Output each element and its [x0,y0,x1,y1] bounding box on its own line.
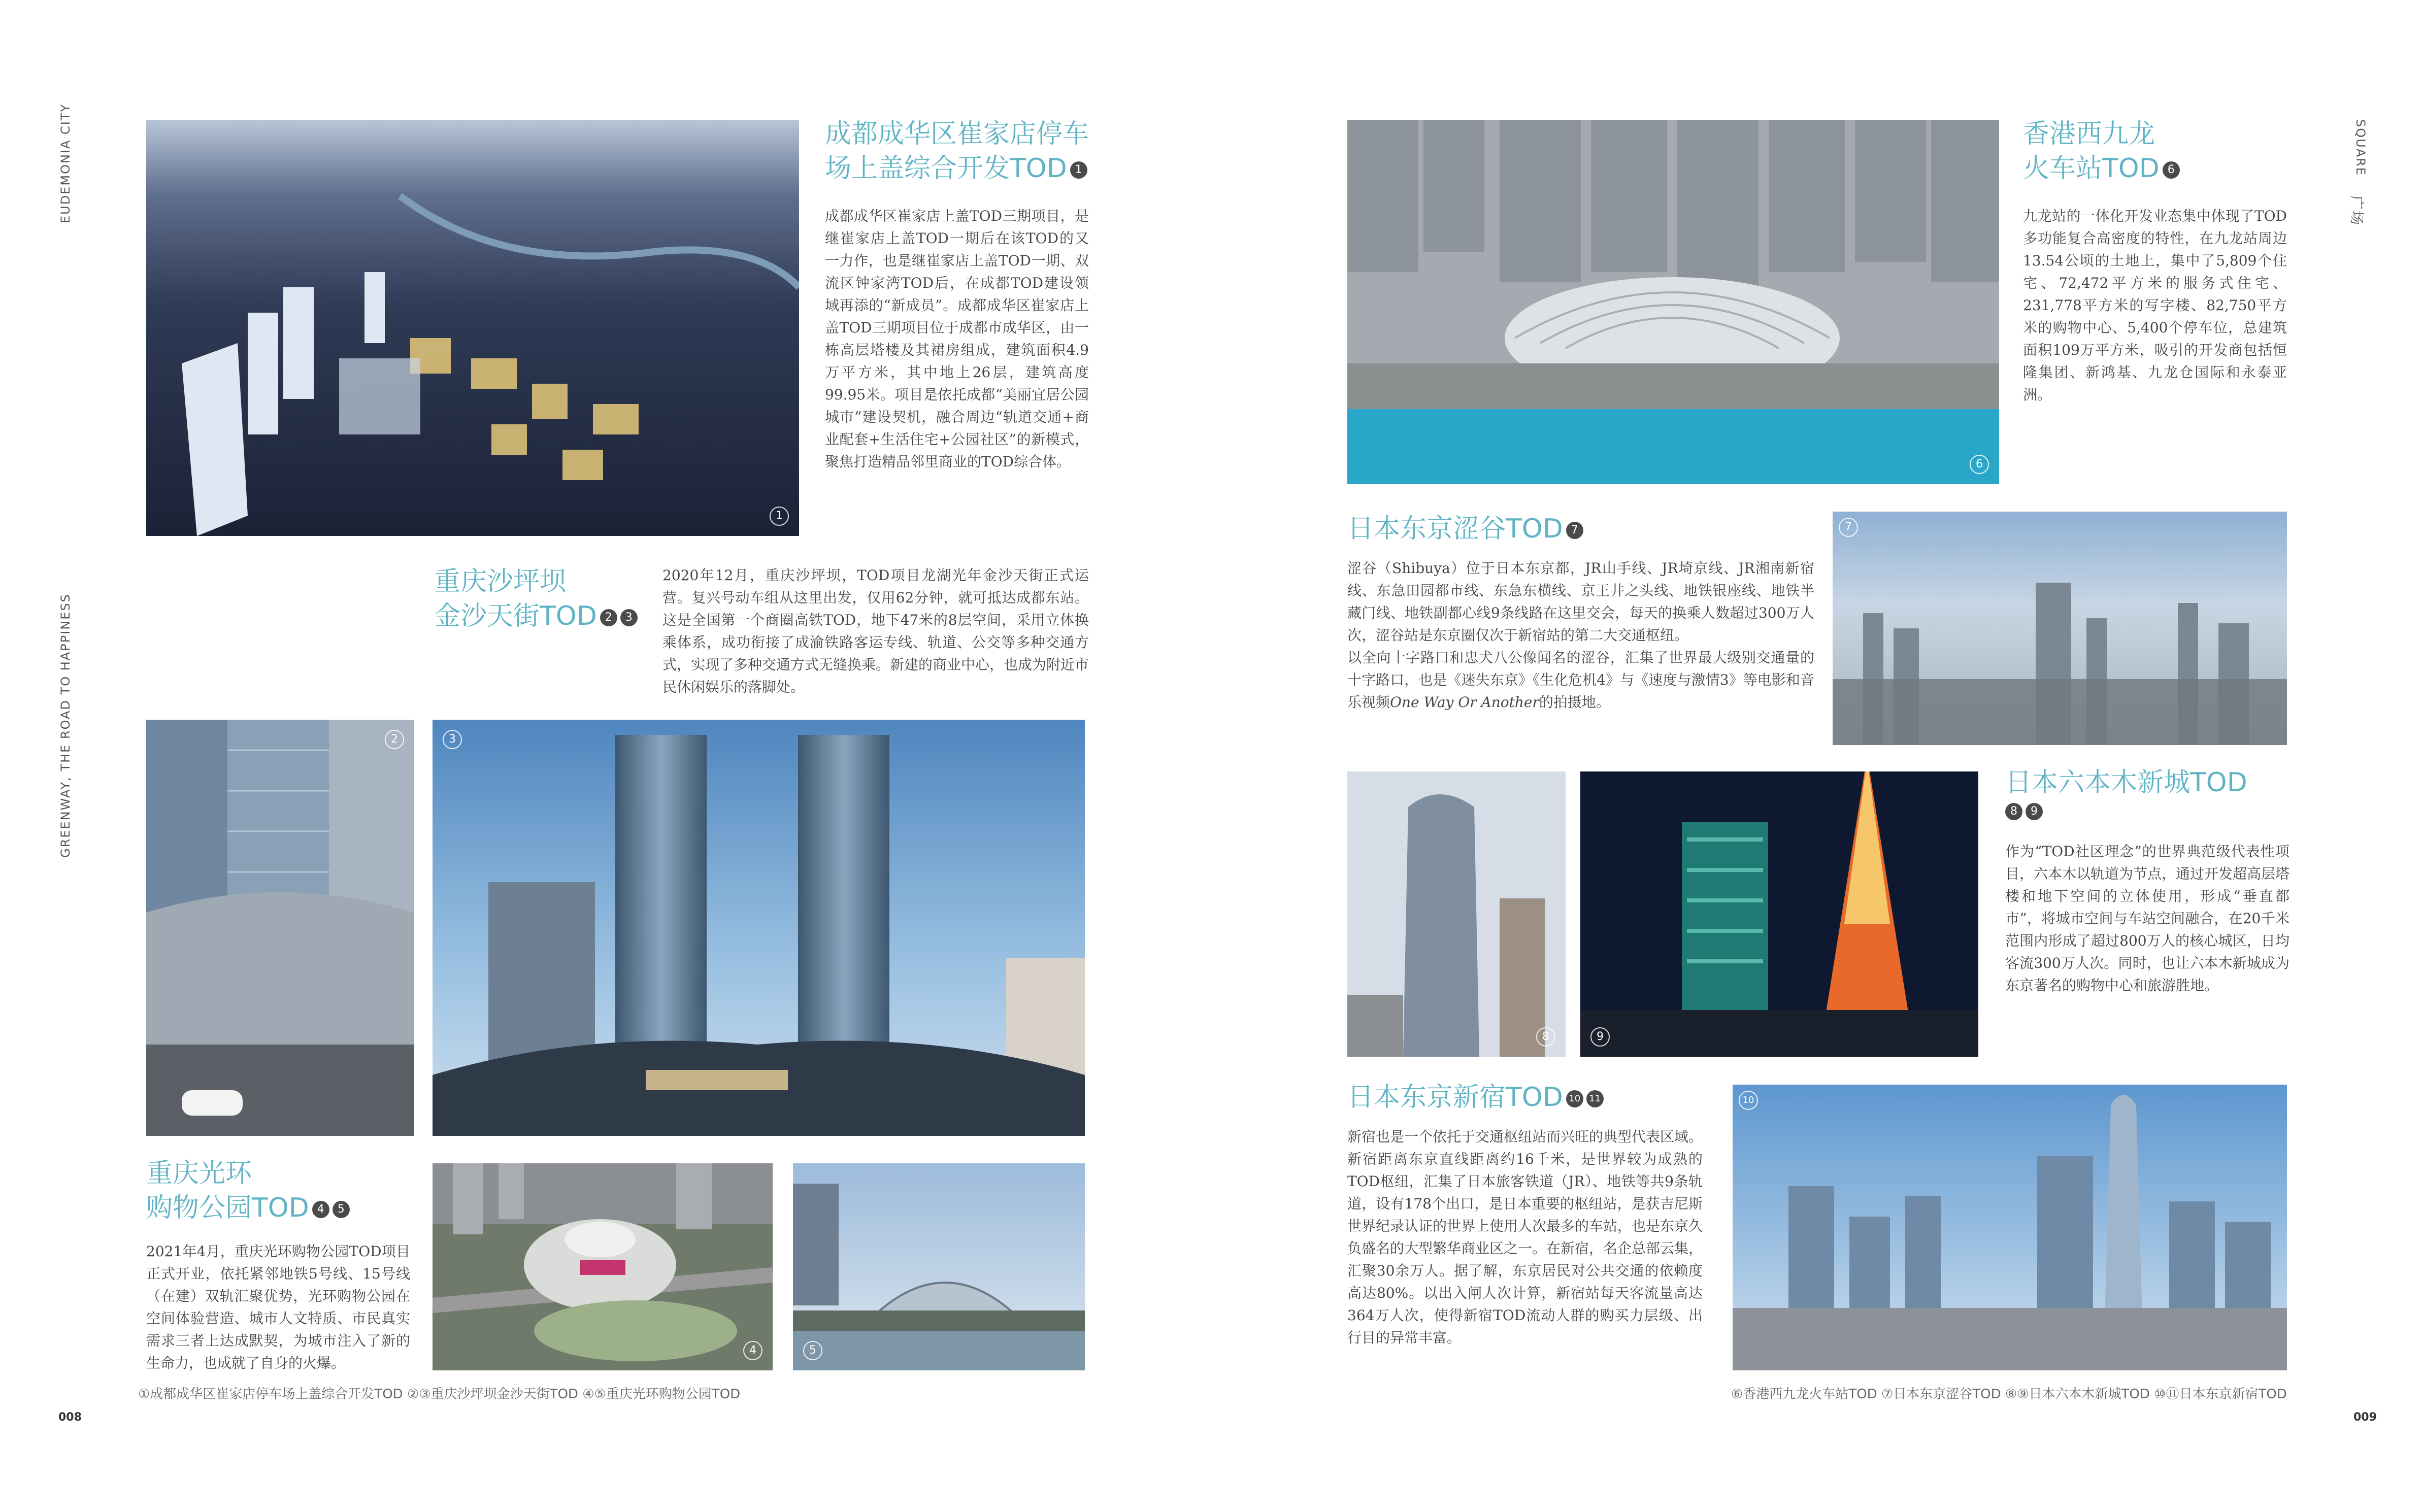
figure-badge: 10 [1566,1090,1583,1107]
figure-badge: 7 [1566,522,1583,539]
roppongi-badges [2005,800,2290,820]
photo-number-1: 1 [770,507,789,526]
shibuya-body-2: 以全向十字路口和忠犬八公像闻名的涩谷，汇集了世界最大级别交通量的十字路口，也是《迷失东京》《生化危机4》与《速度与激情3》等电影和音乐视频One Way Or Another的拍摄地。 [1347,649,1814,711]
photo-number-3: 3 [443,730,462,749]
tower-day-photo [1347,771,1566,1057]
glass-dome-photo [793,1163,1085,1370]
figure-badge: 4 [312,1201,329,1218]
harbor-station-photo [1347,120,1999,484]
shibuya-body-1: 涩谷（Shibuya）位于日本东京都，JR山手线、JR埼京线、JR湘南新宿线、东急田园都市线、东急东横线、京王井之头线、地铁银座线、地铁半藏门线、地铁副都心线9条线路在这里交会，每天的换乘人数超过300万人次，涩谷站是东京圈仅次于新宿站的第二大交通枢纽。 [1347,560,1814,644]
hongkong-body: 九龙站的一体化开发业态集中体现了TOD多功能复合高密度的特性，在九龙站周边13.54公顷的土地上，集中了5,809个住宅、72,472平方米的服务式住宅、231,778平方米的写字楼、82,750平方米的购物中心、5,400个停车位，总建筑面积109万平方米，吸引的开发商包括恒隆集团、新鸿基、九龙仓国际和永泰亚洲。 [2023,208,2287,403]
roppongi-title: 日本六本木新城TOD [2005,767,2247,798]
shinjuku-title: 日本东京新宿TOD 10 11 [1347,1080,1703,1115]
roppongi-body: 作为“TOD社区理念”的世界典范级代表性项目，六本木以轨道为节点，通过开发超高层塔楼和地下空间的立体使用，形成“垂直都市”，将城市空间与车站空间融合，在20千米范围内形成了超过800万人的核心城区，日均客流300万人次。同时，也让六本木新城成为东京著名的购物中心和旅游胜地。 [2005,843,2290,994]
figure-badge: 8 [2005,803,2022,820]
right-page-number: 009 [2353,1411,2377,1424]
figure-badge: 2 [600,609,617,626]
guanghuan-body: 2021年4月，重庆光环购物公园TOD项目正式开业，依托紧邻地铁5号线、15号线（在建）双轨汇聚优势，光环购物公园在空间体验营造、城市人文特质、市民真实需求三者上达成默契，为城市注入了新的生命力，也成就了自身的火爆。 [146,1243,410,1371]
photo-number-6: 6 [1970,455,1989,474]
photo-number-7: 7 [1839,518,1858,537]
figure-badge: 11 [1586,1090,1604,1107]
guanghuan-title-line2: 购物公园TOD 4 5 [146,1191,400,1225]
margin-text-square-cn: 广场 [2348,195,2365,226]
chengdu-title-line1: 成都成华区崔家店停车 [825,119,1089,149]
margin-text-greenway: GREENWAY, THE ROAD TO HAPPINESS [58,593,73,858]
margin-text-eudemonia: EUDEMONIA CITY [58,103,73,223]
margin-text-square: SQUARE [2353,119,2368,176]
shapingba-title-line1: 重庆沙坪坝 [434,566,567,597]
shinjuku-body: 新宿也是一个依托于交通枢纽站而兴旺的典型代表区域。新宿距离东京直线距离约16千米，是世界较为成熟的TOD枢纽，汇集了日本旅客铁道（JR）、地铁等共9条轨道，设有178个出口，是日本重要的枢纽站，是获吉尼斯世界纪录认证的世界上使用人次最多的车站，也是东京久负盛名的大型繁华商业区之一。在新宿，名企总部云集，汇聚30余万人。据了解，东京居民对公共交通的依赖度高达80%。以出入闸人次计算，新宿站每天客流量高达364万人次，使得新宿TOD流动人群的购买力层级、出行目的异常丰富。 [1347,1128,1703,1346]
photo-number-9: 9 [1590,1027,1610,1047]
chengdu-body: 成都成华区崔家店上盖TOD三期项目，是继崔家店上盖TOD一期后在该TOD的又一力作，也是继崔家店上盖TOD一期、双流区钟家湾TOD后，在成都TOD建设领域再添的“新成员”。成都成华区崔家店上盖TOD三期项目位于成都市成华区，由一栋高层塔楼及其裙房组成，建筑面积4.9万平方米，其中地上26层，建筑高度99.95米。项目是依托成都“美丽宜居公园城市”建设契机，融合周边“轨道交通+商业配套+生活住宅+公园社区”的新模式，聚焦打造精品邻里商业的TOD综合体。 [825,208,1089,470]
right-figure-caption: ⑥香港西九龙火车站TOD ⑦日本东京涩谷TOD ⑧⑨日本六本木新城TOD ⑩⑪日本东京新宿TOD [1731,1387,2287,1402]
aerial-mall-photo [433,1163,773,1370]
figure-badge: 9 [2026,803,2043,820]
chengdu-title-line2: 场上盖综合开发TOD 1 [825,151,1089,186]
left-page-number: 008 [58,1411,82,1424]
figure-badge: 3 [620,609,638,626]
shibuya-title: 日本东京涩谷TOD 7 [1347,512,1814,546]
photo-number-8: 8 [1536,1027,1555,1047]
street-mall-photo [146,720,414,1136]
left-figure-caption: ①成都成华区崔家店停车场上盖综合开发TOD ②③重庆沙坪坝金沙天街TOD ④⑤重庆光环购物公园TOD [138,1387,741,1402]
photo-number-2: 2 [385,730,404,749]
twin-towers-photo [433,720,1085,1136]
photo-number-5: 5 [803,1341,822,1360]
photo-number-4: 4 [743,1341,762,1360]
tokyo-tower-night-photo [1580,771,1978,1057]
guanghuan-title-line1: 重庆光环 [146,1158,252,1189]
figure-badge: 1 [1070,161,1087,179]
shinjuku-skyline-photo [1733,1085,2287,1370]
hongkong-title-line2: 火车站TOD 6 [2023,151,2287,186]
tokyo-skyline-photo [1833,512,2287,745]
figure-badge: 6 [2163,161,2180,179]
photo-number-10: 10 [1739,1091,1758,1110]
figure-badge: 5 [333,1201,350,1218]
hongkong-title-line1: 香港西九龙 [2023,119,2155,149]
shapingba-title-line2: 金沙天街TOD 2 3 [434,599,657,633]
aerial-night-city-photo [146,120,799,536]
shapingba-body: 2020年12月，重庆沙坪坝，TOD项目龙湖光年金沙天街正式运营。复兴号动车组从这里出发，仅用62分钟，就可抵达成都东站。这是全国第一个商圈高铁TOD，地下47米的8层空间，采用立体换乘体系，成功衔接了成渝铁路客运专线、轨道、公交等多种交通方式，实现了多种交通方式无缝换乘。新建的商业中心，也成为附近市民休闲娱乐的落脚处。 [662,567,1089,695]
